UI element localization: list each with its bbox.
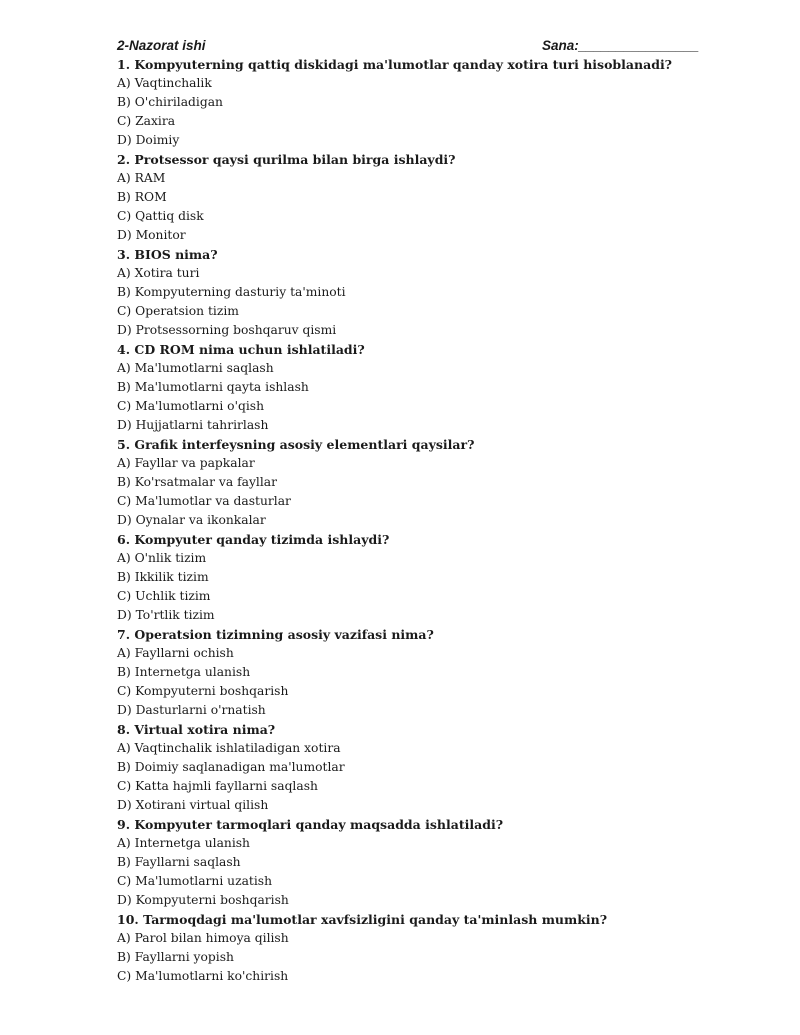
answer-option-d: D) Xotirani virtual qilish: [117, 798, 269, 812]
answer-option-b: B) Doimiy saqlanadigan ma'lumotlar: [117, 760, 345, 774]
question-text: 9. Kompyuter tarmoqlari qanday maqsadda ishlatiladi?: [117, 817, 504, 832]
answer-option-b: B) Fayllarni yopish: [117, 950, 234, 964]
answer-option-d: D) Doimiy: [117, 133, 180, 147]
question-text: 4. CD ROM nima uchun ishlatiladi?: [117, 342, 365, 357]
answer-option-a: A) O'nlik tizim: [117, 551, 207, 565]
question-text: 5. Grafik interfeysning asosiy elementlari qaysilar?: [117, 437, 475, 452]
test-page: [117, 36, 699, 986]
answer-option-a: A) Fayllarni ochish: [117, 646, 234, 660]
answer-option-b: B) O'chiriladigan: [117, 95, 223, 109]
answer-option-c: C) Ma'lumotlarni o'qish: [117, 399, 264, 413]
question-text: 6. Kompyuter qanday tizimda ishlaydi?: [117, 532, 390, 547]
answer-option-d: D) Hujjatlarni tahrirlash: [117, 418, 269, 432]
answer-option-a: A) Ma'lumotlarni saqlash: [117, 361, 274, 375]
question-text: 10. Tarmoqdagi ma'lumotlar xavfsizligini qanday ta'minlash mumkin?: [117, 912, 608, 927]
page-title: 2-Nazorat ishi: [117, 38, 206, 53]
answer-option-c: C) Ma'lumotlarni ko'chirish: [117, 969, 289, 983]
page-header: [117, 36, 699, 55]
answer-option-c: C) Uchlik tizim: [117, 589, 211, 603]
question-2: [117, 150, 687, 245]
answer-option-b: B) Internetga ulanish: [117, 665, 251, 679]
question-text: 8. Virtual xotira nima?: [117, 722, 276, 737]
answer-option-b: B) Kompyuterning dasturiy ta'minoti: [117, 285, 346, 299]
question-text: 7. Operatsion tizimning asosiy vazifasi nima?: [117, 627, 434, 642]
question-7: [117, 625, 687, 720]
answer-option-c: C) Ma'lumotlarni uzatish: [117, 874, 273, 888]
answer-option-a: A) Xotira turi: [117, 266, 200, 280]
answer-option-c: C) Ma'lumotlar va dasturlar: [117, 494, 291, 508]
answer-option-c: C) Zaxira: [117, 114, 176, 128]
answer-option-c: C) Qattiq disk: [117, 209, 204, 223]
answer-option-c: C) Kompyuterni boshqarish: [117, 684, 289, 698]
answer-option-d: D) Dasturlarni o'rnatish: [117, 703, 266, 717]
question-10: [117, 910, 687, 986]
question-text: 2. Protsessor qaysi qurilma bilan birga ishlaydi?: [117, 152, 456, 167]
answer-option-a: A) Parol bilan himoya qilish: [117, 931, 289, 945]
question-8: [117, 720, 687, 815]
answer-option-c: C) Operatsion tizim: [117, 304, 239, 318]
question-text: 1. Kompyuterning qattiq diskidagi ma'lumotlar qanday xotira turi hisoblanadi?: [117, 57, 673, 72]
answer-option-b: B) Ma'lumotlarni qayta ishlash: [117, 380, 309, 394]
question-3: [117, 245, 687, 340]
answer-option-a: A) Vaqtinchalik: [117, 76, 212, 90]
answer-option-b: B) Fayllarni saqlash: [117, 855, 241, 869]
answer-option-a: A) Vaqtinchalik ishlatiladigan xotira: [117, 741, 341, 755]
answer-option-b: B) Ko'rsatmalar va fayllar: [117, 475, 277, 489]
date-field: Sana:________________: [542, 38, 699, 53]
answer-option-d: D) Kompyuterni boshqarish: [117, 893, 289, 907]
question-1: [117, 55, 687, 150]
answer-option-d: D) Oynalar va ikonkalar: [117, 513, 266, 527]
answer-option-a: A) Fayllar va papkalar: [117, 456, 255, 470]
answer-option-a: A) Internetga ulanish: [117, 836, 250, 850]
answer-option-d: D) Protsessorning boshqaruv qismi: [117, 323, 337, 337]
answer-option-d: D) Monitor: [117, 228, 186, 242]
answer-option-b: B) Ikkilik tizim: [117, 570, 209, 584]
answer-option-a: A) RAM: [117, 171, 166, 185]
question-9: [117, 815, 687, 910]
question-4: [117, 340, 687, 435]
question-6: [117, 530, 687, 625]
answer-option-b: B) ROM: [117, 190, 167, 204]
answer-option-d: D) To'rtlik tizim: [117, 608, 215, 622]
question-5: [117, 435, 687, 530]
question-text: 3. BIOS nima?: [117, 247, 218, 262]
answer-option-c: C) Katta hajmli fayllarni saqlash: [117, 779, 318, 793]
